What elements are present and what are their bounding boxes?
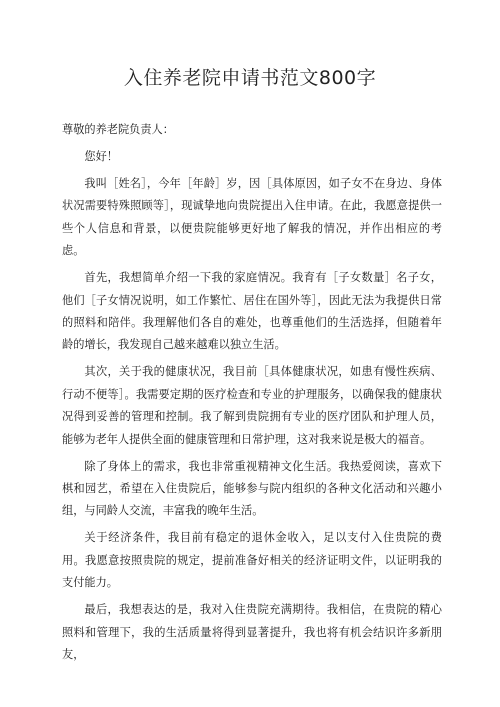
paragraph-intro: 我叫［姓名］，今年［年龄］岁，因［具体原因，如子女不在身边、身体状况需要特殊照顾等］，现诚挚地向贵院提出入住申请。在此，我愿意提供一些个人信息和背景，以便贵院能够更好地了解我的情况，并作出相应的考虑。 bbox=[62, 177, 442, 258]
paragraph-finance: 关于经济条件，我目前有稳定的退休金收入，足以支付入住贵院的费用。我愿意按照贵院的规定，提前准备好相关的经济证明文件，以证明我的支付能力。 bbox=[62, 531, 442, 590]
paragraph-closing: 最后，我想表达的是，我对入住贵院充满期待。我相信，在贵院的精心照料和管理下，我的生活质量将得到显著提升，我也将有机会结识许多新朋友， bbox=[62, 603, 442, 662]
paragraph-culture: 除了身体上的需求，我也非常重视精神文化生活。我热爱阅读，喜欢下棋和园艺，希望在入住贵院后，能够参与院内组织的各种文化活动和兴趣小组，与同龄人交流，丰富我的晚年生活。 bbox=[62, 459, 442, 518]
salutation: 尊敬的养老院负责人： bbox=[62, 123, 174, 136]
document-body bbox=[62, 119, 442, 671]
greeting: 您好！ bbox=[84, 150, 118, 163]
paragraph-family: 首先，我想简单介绍一下我的家庭情况。我育有［子女数量］名子女，他们［子女情况说明，如工作繁忙、居住在国外等］，因此无法为我提供日常的照料和陪伴。我理解他们各自的难处，也尊重他们的生活选择，但随着年龄的增长，我发现自己越来越难以独立生活。 bbox=[62, 271, 442, 352]
document-title: 入住养老院申请书范文800字 bbox=[123, 67, 377, 89]
paragraph-health: 其次，关于我的健康状况，我目前［具体健康状况，如患有慢性疾病、行动不便等］。我需要定期的医疗检查和专业的护理服务，以确保我的健康状况得到妥善的管理和控制。我了解到贵院拥有专业的医疗团队和护理人员，能够为老年人提供全面的健康管理和日常护理，这对我来说是极大的福音。 bbox=[62, 365, 442, 446]
